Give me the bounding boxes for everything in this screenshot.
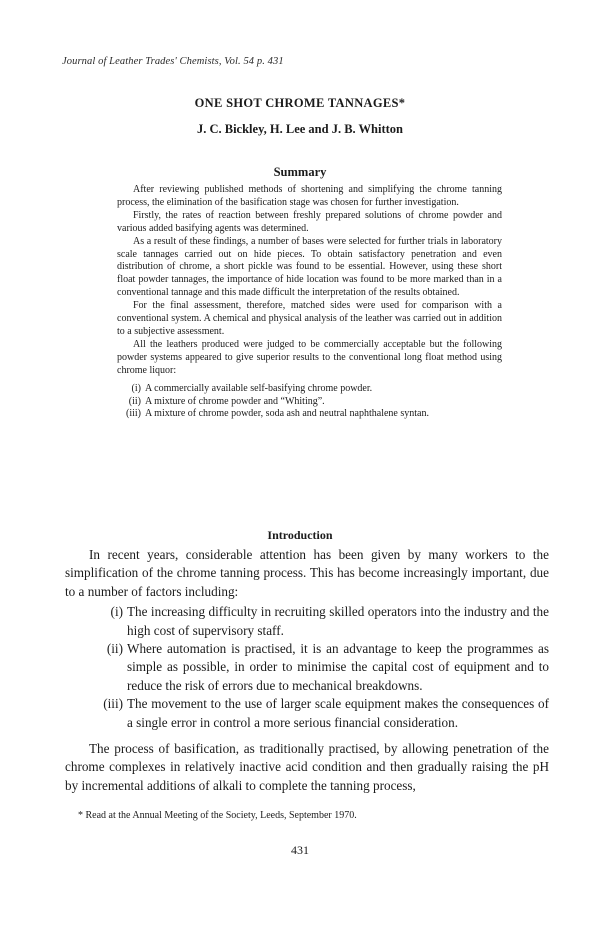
summary-list-item: [117, 396, 502, 409]
list-item-text: A mixture of chrome powder, soda ash and neutral naphthalene syntan.: [145, 408, 429, 420]
introduction-heading: Introduction: [267, 528, 333, 542]
summary-heading: Summary: [273, 165, 327, 179]
article-title: ONE SHOT CHROME TANNAGES*: [194, 96, 406, 110]
list-item-number: (iii): [126, 408, 141, 420]
introduction-section: [65, 546, 549, 795]
introduction-list-item: [65, 603, 549, 640]
introduction-list-item: [65, 640, 549, 695]
footnote: * Read at the Annual Meeting of the Society, Leeds, September 1970.: [78, 810, 357, 821]
summary-paragraph: For the final assessment, therefore, matched sides were used for comparison with a conventional system. A chemical and physical analysis of the leather was carried out in addition to a subjective assessment.: [117, 300, 502, 337]
list-item-number: (ii): [128, 395, 141, 407]
list-item-text: Where automation is practised, it is an advantage to keep the programmes as simple as possible, in order to minimise the capital cost of equipment and to reduce the risk of errors due to mechanical breakdowns.: [127, 641, 549, 693]
summary-list-item: [117, 408, 502, 421]
list-item-number: (i): [110, 604, 123, 620]
introduction-list: [65, 603, 549, 732]
list-item-text: A commercially available self-basifying chrome powder.: [145, 382, 373, 394]
introduction-paragraph: The process of basification, as traditionally practised, by allowing penetration of the chrome complexes in relatively inactive acid condition and then gradually raising the pH by incremental additions of alkali to complete the tanning process,: [65, 741, 549, 793]
list-item-number: (i): [131, 382, 141, 394]
page-number: 431: [291, 843, 309, 857]
list-item-number: (ii): [106, 641, 123, 657]
list-item-text: The increasing difficulty in recruiting skilled operators into the industry and the high cost of supervisory staff.: [127, 604, 549, 638]
summary-paragraph: After reviewing published methods of shortening and simplifying the chrome tanning process, the elimination of the basification stage was chosen for further investigation.: [117, 184, 502, 208]
introduction-paragraph: In recent years, considerable attention has been given by many workers to the simplification of the chrome tanning process. This has become increasingly important, due to a number of factors including:: [65, 547, 549, 599]
list-item-text: A mixture of chrome powder and “Whiting”.: [145, 395, 325, 407]
list-item-text: The movement to the use of larger scale equipment makes the consequences of a single error in control a more serious financial consideration.: [127, 696, 549, 730]
introduction-list-item: [65, 695, 549, 732]
summary-list-item: [117, 383, 502, 396]
summary-paragraph: Firstly, the rates of reaction between freshly prepared solutions of chrome powder and various added basifying agents was determined.: [117, 209, 502, 234]
summary-section: [117, 184, 502, 421]
summary-list: [117, 383, 502, 422]
article-authors: J. C. Bickley, H. Lee and J. B. Whitton: [196, 122, 404, 136]
journal-citation: Journal of Leather Trades' Chemists, Vol. 54 p. 431: [62, 56, 284, 67]
list-item-number: (iii): [103, 696, 123, 712]
summary-paragraph: As a result of these findings, a number of bases were selected for further trials in laboratory scale tannages carried out on hide pieces. To obtain satisfactory penetration and even distribution of chrome, a short pickle was found to be essential. However, using these short float powder tannages, the importance of hide location was found to be more marked than in a conventional tannage and this made difficult the interpretation of the results obtained.: [117, 235, 502, 299]
summary-paragraph: All the leathers produced were judged to be commercially acceptable but the following powder systems appeared to give superior results to the conventional long float method using chrome liquor:: [117, 338, 502, 376]
